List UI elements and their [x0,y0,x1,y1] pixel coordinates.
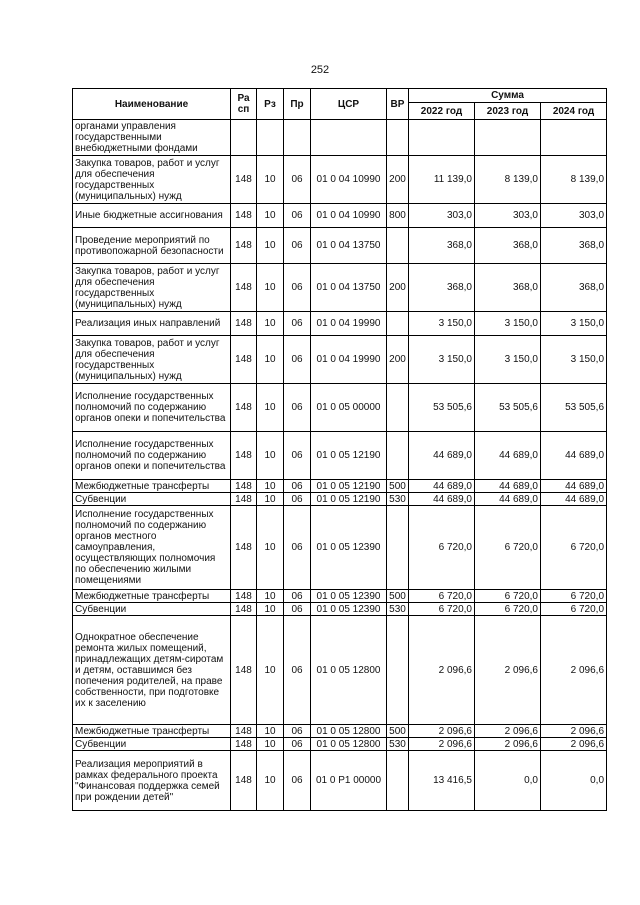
cell-pr: 06 [284,506,311,590]
cell-rz: 10 [257,228,284,264]
cell-name: Иные бюджетные ассигнования [73,204,231,228]
cell-name: Межбюджетные трансферты [73,590,231,603]
cell-csr: 01 0 05 00000 [311,384,387,432]
cell-y2024: 3 150,0 [541,312,607,336]
cell-pr: 06 [284,590,311,603]
header-vr: ВР [387,89,409,120]
page-number: 252 [310,64,330,76]
cell-y2023: 368,0 [475,228,541,264]
cell-y2022: 368,0 [409,264,475,312]
cell-y2024: 6 720,0 [541,506,607,590]
cell-y2024: 8 139,0 [541,156,607,204]
cell-y2022: 368,0 [409,228,475,264]
cell-rasp: 148 [231,264,257,312]
cell-y2023: 6 720,0 [475,590,541,603]
cell-vr: 530 [387,738,409,751]
cell-pr: 06 [284,725,311,738]
cell-name: Исполнение государственных полномочий по содержанию органов опеки и попечительства [73,384,231,432]
cell-rasp: 148 [231,432,257,480]
cell-rz: 10 [257,506,284,590]
cell-vr: 500 [387,725,409,738]
table-row [73,603,607,616]
cell-vr [387,228,409,264]
cell-rasp: 148 [231,312,257,336]
table-row [73,432,607,480]
cell-vr: 500 [387,590,409,603]
cell-pr: 06 [284,228,311,264]
cell-y2024: 6 720,0 [541,603,607,616]
cell-rz: 10 [257,480,284,493]
table-row [73,204,607,228]
cell-rasp: 148 [231,480,257,493]
cell-csr: 01 0 05 12190 [311,432,387,480]
table-row [73,725,607,738]
cell-rasp: 148 [231,228,257,264]
table-row [73,480,607,493]
cell-y2024: 368,0 [541,228,607,264]
cell-pr: 06 [284,616,311,725]
table-row [73,336,607,384]
cell-y2023: 2 096,6 [475,616,541,725]
cell-y2022: 11 139,0 [409,156,475,204]
cell-rz: 10 [257,603,284,616]
cell-y2024: 2 096,6 [541,725,607,738]
cell-y2023: 53 505,6 [475,384,541,432]
cell-vr [387,751,409,811]
cell-rz: 10 [257,738,284,751]
cell-rz: 10 [257,432,284,480]
cell-csr: 01 0 04 19990 [311,336,387,384]
cell-rasp: 148 [231,751,257,811]
cell-y2022: 44 689,0 [409,432,475,480]
cell-csr: 01 0 05 12390 [311,603,387,616]
header-pr: Пр [284,89,311,120]
cell-vr: 200 [387,264,409,312]
cell-pr: 06 [284,384,311,432]
cell-rasp: 148 [231,336,257,384]
cell-name: Закупка товаров, работ и услуг для обеспечения государственных (муниципальных) нужд [73,336,231,384]
cell-y2022: 13 416,5 [409,751,475,811]
cell-vr [387,506,409,590]
cell-rasp: 148 [231,738,257,751]
table-row [73,751,607,811]
cell-y2023: 0,0 [475,751,541,811]
cell-y2024: 44 689,0 [541,493,607,506]
cell-vr: 530 [387,493,409,506]
cell-y2022: 2 096,6 [409,725,475,738]
table-row [73,590,607,603]
cell-pr: 06 [284,336,311,384]
cell-rasp: 148 [231,384,257,432]
cell-csr: 01 0 04 10990 [311,204,387,228]
cell-csr: 01 0 05 12800 [311,738,387,751]
table-row [73,264,607,312]
cell-pr [284,120,311,156]
cell-rz: 10 [257,156,284,204]
table-body [73,120,607,811]
cell-name: Закупка товаров, работ и услуг для обеспечения государственных (муниципальных) нужд [73,156,231,204]
table-row [73,156,607,204]
cell-y2022: 53 505,6 [409,384,475,432]
cell-rz: 10 [257,590,284,603]
cell-y2022: 2 096,6 [409,616,475,725]
cell-name: Исполнение государственных полномочий по содержанию органов опеки и попечительства [73,432,231,480]
cell-csr: 01 0 05 12800 [311,616,387,725]
cell-y2024: 44 689,0 [541,432,607,480]
cell-name: Межбюджетные трансферты [73,480,231,493]
cell-y2023 [475,120,541,156]
cell-y2024: 2 096,6 [541,616,607,725]
cell-y2023: 44 689,0 [475,480,541,493]
cell-name: Реализация иных направлений [73,312,231,336]
table-row [73,738,607,751]
cell-rz: 10 [257,725,284,738]
cell-y2022: 6 720,0 [409,590,475,603]
cell-csr: 01 0 04 13750 [311,228,387,264]
cell-vr [387,312,409,336]
cell-y2024: 44 689,0 [541,480,607,493]
cell-y2022: 6 720,0 [409,506,475,590]
cell-y2023: 8 139,0 [475,156,541,204]
cell-y2024: 0,0 [541,751,607,811]
cell-name: Субвенции [73,603,231,616]
cell-csr [311,120,387,156]
cell-rasp: 148 [231,204,257,228]
cell-vr [387,384,409,432]
cell-rz: 10 [257,204,284,228]
header-csr: ЦСР [311,89,387,120]
cell-vr [387,120,409,156]
cell-rasp: 148 [231,603,257,616]
cell-y2023: 6 720,0 [475,603,541,616]
cell-rz: 10 [257,336,284,384]
cell-rasp: 148 [231,156,257,204]
table-row [73,384,607,432]
cell-csr: 01 0 05 12390 [311,590,387,603]
cell-y2022: 3 150,0 [409,336,475,384]
cell-vr [387,616,409,725]
cell-y2024: 303,0 [541,204,607,228]
table-row [73,506,607,590]
cell-y2022: 3 150,0 [409,312,475,336]
cell-rz: 10 [257,751,284,811]
cell-rz: 10 [257,493,284,506]
cell-name: Субвенции [73,738,231,751]
cell-y2022: 44 689,0 [409,493,475,506]
cell-y2024: 368,0 [541,264,607,312]
cell-y2022 [409,120,475,156]
cell-vr: 800 [387,204,409,228]
cell-y2023: 303,0 [475,204,541,228]
cell-pr: 06 [284,264,311,312]
cell-name: органами управления государственными внебюджетными фондами [73,120,231,156]
table-row [73,228,607,264]
cell-csr: 01 0 04 19990 [311,312,387,336]
cell-vr: 530 [387,603,409,616]
header-sum: Сумма [409,89,607,103]
cell-rasp: 148 [231,590,257,603]
table-row [73,120,607,156]
cell-rasp: 148 [231,725,257,738]
cell-csr: 01 0 05 12390 [311,506,387,590]
cell-rz: 10 [257,384,284,432]
cell-pr: 06 [284,751,311,811]
header-name: Наименование [73,89,231,120]
cell-y2024 [541,120,607,156]
header-rasp: Ра сп [231,89,257,120]
cell-vr: 200 [387,156,409,204]
cell-rasp: 148 [231,506,257,590]
cell-name: Однократное обеспечение ремонта жилых помещений, принадлежащих детям-сиротам и детям, оставшимся без попечения родителей, на праве собственности, при подготовке их к заселению [73,616,231,725]
cell-pr: 06 [284,312,311,336]
cell-y2024: 2 096,6 [541,738,607,751]
table-row [73,493,607,506]
cell-rasp [231,120,257,156]
cell-y2023: 368,0 [475,264,541,312]
cell-name: Проведение мероприятий по противопожарной безопасности [73,228,231,264]
cell-pr: 06 [284,493,311,506]
cell-vr [387,432,409,480]
cell-y2022: 303,0 [409,204,475,228]
cell-rz: 10 [257,616,284,725]
header-2022: 2022 год [409,103,475,120]
header-2023: 2023 год [475,103,541,120]
cell-pr: 06 [284,480,311,493]
cell-name: Реализация мероприятий в рамках федерального проекта "Финансовая поддержка семей при рождении детей" [73,751,231,811]
cell-pr: 06 [284,204,311,228]
cell-y2024: 6 720,0 [541,590,607,603]
cell-y2023: 3 150,0 [475,336,541,384]
cell-rz [257,120,284,156]
cell-y2023: 2 096,6 [475,738,541,751]
cell-name: Субвенции [73,493,231,506]
cell-y2023: 44 689,0 [475,493,541,506]
cell-y2024: 3 150,0 [541,336,607,384]
cell-name: Закупка товаров, работ и услуг для обеспечения государственных (муниципальных) нужд [73,264,231,312]
table-row [73,616,607,725]
cell-y2023: 44 689,0 [475,432,541,480]
cell-pr: 06 [284,738,311,751]
table-row [73,312,607,336]
cell-y2023: 6 720,0 [475,506,541,590]
cell-csr: 01 0 05 12190 [311,480,387,493]
cell-pr: 06 [284,156,311,204]
cell-y2023: 2 096,6 [475,725,541,738]
cell-y2023: 3 150,0 [475,312,541,336]
cell-name: Межбюджетные трансферты [73,725,231,738]
cell-csr: 01 0 P1 00000 [311,751,387,811]
cell-pr: 06 [284,603,311,616]
cell-y2022: 2 096,6 [409,738,475,751]
cell-y2022: 6 720,0 [409,603,475,616]
cell-vr: 500 [387,480,409,493]
cell-csr: 01 0 04 10990 [311,156,387,204]
cell-name: Исполнение государственных полномочий по содержанию органов местного самоуправления, осуществляющих полномочия по обеспечению жилыми помещениями [73,506,231,590]
cell-pr: 06 [284,432,311,480]
cell-rasp: 148 [231,616,257,725]
cell-y2024: 53 505,6 [541,384,607,432]
cell-csr: 01 0 05 12800 [311,725,387,738]
cell-rasp: 148 [231,493,257,506]
cell-rz: 10 [257,312,284,336]
budget-table [72,88,607,811]
header-2024: 2024 год [541,103,607,120]
cell-y2022: 44 689,0 [409,480,475,493]
cell-csr: 01 0 04 13750 [311,264,387,312]
header-rz: Рз [257,89,284,120]
cell-csr: 01 0 05 12190 [311,493,387,506]
cell-vr: 200 [387,336,409,384]
cell-rz: 10 [257,264,284,312]
